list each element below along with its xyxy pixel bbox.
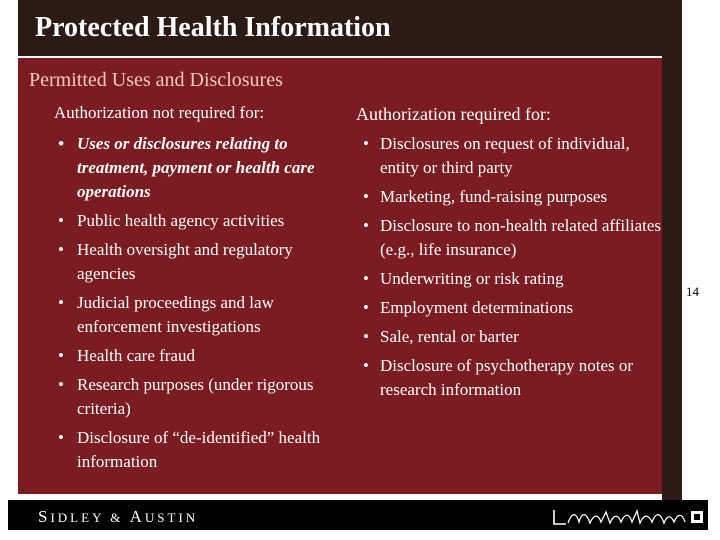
firm-logo: [38, 507, 198, 527]
signature-logo-icon: [548, 506, 708, 528]
list-item: • Health oversight and regulatory agencies: [58, 238, 354, 286]
list-item: • Disclosure of psychotherapy notes or research information: [363, 354, 663, 402]
list-item: • Disclosure of “de-identified” health information: [58, 426, 354, 474]
right-column-heading: Authorization required for:: [356, 104, 551, 124]
list-item: • Uses or disclosures relating to treatment, payment or health care operations: [58, 132, 354, 204]
list-item: • Judicial proceedings and law enforcement investigations: [58, 291, 354, 339]
page-number: 14: [686, 284, 699, 299]
list-item: • Health care fraud: [58, 344, 354, 368]
slide-subtitle: Permitted Uses and Disclosures: [29, 69, 283, 91]
right-strip: [662, 0, 682, 502]
list-item: • Marketing, fund-raising purposes: [363, 185, 663, 209]
logo-letter: S: [38, 507, 51, 526]
list-item: • Research purposes (under rigorous criteria): [58, 373, 354, 421]
logo-part: USTIN: [144, 510, 199, 525]
logo-letter: A: [129, 507, 145, 526]
list-item: • Employment determinations: [363, 296, 663, 320]
slide-title: Protected Health Information: [35, 12, 391, 43]
left-column-heading: Authorization not required for:: [54, 103, 265, 122]
list-item: • Underwriting or risk rating: [363, 267, 663, 291]
logo-part: &: [110, 510, 124, 525]
right-bullet-list: [363, 132, 663, 407]
left-bullet-list: [58, 132, 354, 479]
list-item: • Disclosures on request of individual, entity or third party: [363, 132, 663, 180]
list-item: • Sale, rental or barter: [363, 325, 663, 349]
list-item: • Public health agency activities: [58, 209, 354, 233]
logo-part: IDLEY: [50, 510, 104, 525]
list-item: • Disclosure to non-health related affiliates (e.g., life insurance): [363, 214, 663, 262]
